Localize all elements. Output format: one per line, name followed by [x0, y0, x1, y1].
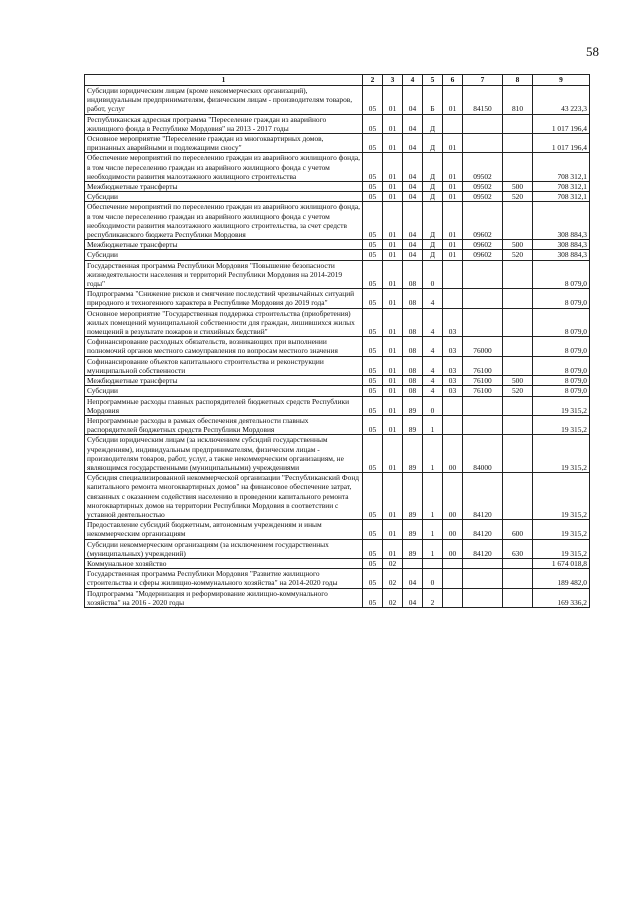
- code-section: 05: [363, 539, 383, 558]
- row-amount: 308 884,3: [533, 250, 590, 260]
- code-program: 89: [403, 415, 423, 434]
- code-section: 05: [363, 386, 383, 396]
- row-amount: 708 312,1: [533, 153, 590, 182]
- code-main-activity: [443, 569, 463, 588]
- column-header: 5: [423, 75, 443, 86]
- row-amount: 43 223,3: [533, 86, 590, 115]
- code-section: 05: [363, 289, 383, 308]
- code-section: 05: [363, 240, 383, 250]
- code-direction: [463, 588, 503, 607]
- row-description: Республиканская адресная программа "Переселение граждан из аварийного жилищного фонда в Республике Мордовия" на 2013 - 2017 годы: [85, 114, 363, 133]
- code-direction: [463, 558, 503, 568]
- code-expense-type: 630: [503, 539, 533, 558]
- code-subsection: 01: [383, 289, 403, 308]
- code-section: 05: [363, 182, 383, 192]
- code-direction: 76100: [463, 376, 503, 386]
- code-section: 05: [363, 435, 383, 473]
- code-direction: [463, 260, 503, 289]
- code-expense-type: [503, 415, 533, 434]
- row-description: Субсидия специализированной некоммерческой организации "Республиканский Фонд капитального ремонта многоквартирных домов" на финансовое обеспечение затрат, связанных с оказанием содействия населению в проведении капитального ремонта многоквартирных домов на территории Республики Мордовия в соответствии с уставной деятельностью: [85, 473, 363, 520]
- code-main-activity: 01: [443, 182, 463, 192]
- code-subprogram: [423, 558, 443, 568]
- row-amount: 19 315,2: [533, 520, 590, 539]
- code-subprogram: 4: [423, 386, 443, 396]
- row-amount: 708 312,1: [533, 192, 590, 202]
- code-main-activity: 00: [443, 539, 463, 558]
- row-description: Межбюджетные трансферты: [85, 376, 363, 386]
- code-section: 05: [363, 376, 383, 386]
- code-subprogram: Д: [423, 192, 443, 202]
- code-subprogram: 1: [423, 473, 443, 520]
- code-subprogram: 1: [423, 539, 443, 558]
- code-expense-type: [503, 134, 533, 153]
- row-description: Софинансирование расходных обязательств, возникающих при выполнении полномочий органов местного самоуправления по вопросам местного значения: [85, 337, 363, 356]
- code-program: 04: [403, 250, 423, 260]
- code-expense-type: [503, 153, 533, 182]
- code-section: 05: [363, 588, 383, 607]
- code-section: 05: [363, 520, 383, 539]
- table-header-row: [85, 75, 590, 86]
- code-subsection: 01: [383, 192, 403, 202]
- code-subsection: 01: [383, 473, 403, 520]
- row-description: Субсидии юридическим лицам (кроме некоммерческих организаций), индивидуальным предпринимателям, физическим лицам - производителям товаров, работ, услуг: [85, 86, 363, 115]
- code-main-activity: [443, 558, 463, 568]
- column-header: 2: [363, 75, 383, 86]
- row-amount: 8 079,0: [533, 308, 590, 337]
- table-row: [85, 588, 590, 607]
- code-main-activity: [443, 415, 463, 434]
- code-expense-type: [503, 114, 533, 133]
- code-program: 04: [403, 134, 423, 153]
- code-direction: 09602: [463, 250, 503, 260]
- table-row: [85, 396, 590, 415]
- row-description: Подпрограмма "Снижение рисков и смягчение последствий чрезвычайных ситуаций природного и техногенного характера в Республике Мордовия до 2019 года": [85, 289, 363, 308]
- code-expense-type: 500: [503, 376, 533, 386]
- code-direction: 09502: [463, 182, 503, 192]
- code-direction: 76100: [463, 356, 503, 375]
- code-expense-type: 520: [503, 250, 533, 260]
- code-direction: 09602: [463, 240, 503, 250]
- code-section: 05: [363, 134, 383, 153]
- code-subprogram: 0: [423, 569, 443, 588]
- code-expense-type: 520: [503, 192, 533, 202]
- column-header: 6: [443, 75, 463, 86]
- code-subsection: 01: [383, 435, 403, 473]
- code-program: 08: [403, 356, 423, 375]
- code-section: 05: [363, 192, 383, 202]
- code-program: 04: [403, 114, 423, 133]
- code-section: 05: [363, 356, 383, 375]
- row-description: Субсидии: [85, 386, 363, 396]
- row-description: Подпрограмма "Модернизация и реформирование жилищно-коммунального хозяйства" на 2016 - 2020 годы: [85, 588, 363, 607]
- table-row: [85, 569, 590, 588]
- table-row: [85, 386, 590, 396]
- code-subsection: 01: [383, 250, 403, 260]
- code-direction: [463, 396, 503, 415]
- code-expense-type: [503, 356, 533, 375]
- code-subsection: 01: [383, 240, 403, 250]
- code-section: 05: [363, 569, 383, 588]
- code-subsection: 02: [383, 558, 403, 568]
- code-direction: 84150: [463, 86, 503, 115]
- code-program: 04: [403, 86, 423, 115]
- code-main-activity: 03: [443, 386, 463, 396]
- column-header: 7: [463, 75, 503, 86]
- code-program: 04: [403, 202, 423, 240]
- code-direction: 84000: [463, 435, 503, 473]
- code-subsection: 02: [383, 569, 403, 588]
- code-program: 89: [403, 539, 423, 558]
- code-section: 05: [363, 337, 383, 356]
- table-row: [85, 202, 590, 240]
- table-row: [85, 337, 590, 356]
- code-subsection: 01: [383, 182, 403, 192]
- code-expense-type: 600: [503, 520, 533, 539]
- code-subsection: 01: [383, 153, 403, 182]
- code-main-activity: [443, 114, 463, 133]
- code-section: 05: [363, 153, 383, 182]
- code-subsection: 01: [383, 356, 403, 375]
- code-subprogram: Б: [423, 86, 443, 115]
- row-description: Субсидии: [85, 192, 363, 202]
- code-subsection: 01: [383, 376, 403, 386]
- code-main-activity: 01: [443, 240, 463, 250]
- table-row: [85, 86, 590, 115]
- row-description: Непрограммные расходы в рамках обеспечения деятельности главных распорядителей бюджетных средств Республики Мордовия: [85, 415, 363, 434]
- code-direction: 84120: [463, 473, 503, 520]
- code-main-activity: 03: [443, 356, 463, 375]
- code-main-activity: 00: [443, 473, 463, 520]
- code-expense-type: [503, 337, 533, 356]
- code-direction: 09502: [463, 153, 503, 182]
- column-header: 8: [503, 75, 533, 86]
- row-description: Субсидии некоммерческим организациям (за исключением государственных (муниципальных) учреждений): [85, 539, 363, 558]
- code-direction: [463, 308, 503, 337]
- row-description: Основное мероприятие "Государственная поддержка строительства (приобретения) жилых помещений муниципальной собственности для граждан, лишившихся жилых помещений в результате пожаров и стихийных бедствий": [85, 308, 363, 337]
- code-subprogram: Д: [423, 240, 443, 250]
- code-main-activity: 03: [443, 337, 463, 356]
- code-main-activity: 01: [443, 192, 463, 202]
- code-expense-type: [503, 396, 533, 415]
- table-row: [85, 182, 590, 192]
- table-row: [85, 153, 590, 182]
- code-expense-type: [503, 202, 533, 240]
- column-header: 4: [403, 75, 423, 86]
- code-expense-type: [503, 435, 533, 473]
- code-expense-type: 520: [503, 386, 533, 396]
- code-expense-type: [503, 289, 533, 308]
- code-expense-type: 500: [503, 182, 533, 192]
- row-amount: 8 079,0: [533, 289, 590, 308]
- row-amount: 308 884,3: [533, 202, 590, 240]
- code-subprogram: Д: [423, 182, 443, 192]
- table-row: [85, 435, 590, 473]
- code-subsection: 01: [383, 415, 403, 434]
- row-amount: 8 079,0: [533, 376, 590, 386]
- code-subsection: 01: [383, 114, 403, 133]
- code-program: 04: [403, 588, 423, 607]
- code-direction: 84120: [463, 520, 503, 539]
- code-subsection: 02: [383, 588, 403, 607]
- row-description: Государственная программа Республики Мордовия "Повышение безопасности жизнедеятельности населения и территорий Республики Мордовия на 2014-2019 годы": [85, 260, 363, 289]
- row-amount: 8 079,0: [533, 356, 590, 375]
- table-body: [85, 86, 590, 608]
- row-amount: 1 017 196,4: [533, 114, 590, 133]
- code-section: 05: [363, 260, 383, 289]
- row-amount: 19 315,2: [533, 396, 590, 415]
- code-program: 08: [403, 308, 423, 337]
- table-row: [85, 114, 590, 133]
- code-subprogram: 4: [423, 356, 443, 375]
- code-expense-type: [503, 260, 533, 289]
- code-main-activity: 01: [443, 250, 463, 260]
- code-program: 89: [403, 396, 423, 415]
- table-row: [85, 558, 590, 568]
- code-main-activity: 03: [443, 308, 463, 337]
- code-subprogram: 1: [423, 435, 443, 473]
- row-description: Субсидии юридическим лицам (за исключением субсидий государственным учреждениям), индивидуальным предпринимателям, физическим лицам - производителям товаров, работ, услуг, а также некоммерческим организациям, не являющимся государственными (муниципальными) учреждениями: [85, 435, 363, 473]
- code-section: 05: [363, 114, 383, 133]
- code-expense-type: 810: [503, 86, 533, 115]
- row-amount: 8 079,0: [533, 260, 590, 289]
- code-main-activity: [443, 588, 463, 607]
- table-row: [85, 308, 590, 337]
- code-subprogram: Д: [423, 202, 443, 240]
- code-direction: [463, 415, 503, 434]
- code-main-activity: 01: [443, 202, 463, 240]
- code-subprogram: 4: [423, 308, 443, 337]
- code-subprogram: Д: [423, 250, 443, 260]
- code-main-activity: 03: [443, 376, 463, 386]
- code-program: 89: [403, 473, 423, 520]
- table-row: [85, 260, 590, 289]
- table-row: [85, 473, 590, 520]
- code-subsection: 01: [383, 308, 403, 337]
- code-program: 89: [403, 435, 423, 473]
- row-amount: 19 315,2: [533, 435, 590, 473]
- column-header: 9: [533, 75, 590, 86]
- code-program: 08: [403, 376, 423, 386]
- row-amount: 708 312,1: [533, 182, 590, 192]
- code-section: 05: [363, 202, 383, 240]
- code-section: 05: [363, 473, 383, 520]
- table-row: [85, 539, 590, 558]
- code-program: 08: [403, 289, 423, 308]
- code-program: 89: [403, 520, 423, 539]
- table-row: [85, 520, 590, 539]
- code-main-activity: [443, 396, 463, 415]
- row-description: Межбюджетные трансферты: [85, 182, 363, 192]
- code-subsection: 01: [383, 337, 403, 356]
- code-section: 05: [363, 415, 383, 434]
- code-direction: 09502: [463, 192, 503, 202]
- row-description: Предоставление субсидий бюджетным, автономным учреждениям и иным некоммерческим организациям: [85, 520, 363, 539]
- row-amount: 19 315,2: [533, 539, 590, 558]
- code-subsection: 01: [383, 520, 403, 539]
- row-amount: 189 482,0: [533, 569, 590, 588]
- table-row: [85, 356, 590, 375]
- table-row: [85, 250, 590, 260]
- row-description: Межбюджетные трансферты: [85, 240, 363, 250]
- code-section: 05: [363, 396, 383, 415]
- row-description: Субсидии: [85, 250, 363, 260]
- code-subprogram: 0: [423, 260, 443, 289]
- code-section: 05: [363, 250, 383, 260]
- row-description: Непрограммные расходы главных распорядителей бюджетных средств Республики Мордовия: [85, 396, 363, 415]
- table-row: [85, 415, 590, 434]
- code-direction: 76100: [463, 386, 503, 396]
- row-amount: 8 079,0: [533, 386, 590, 396]
- table-row: [85, 240, 590, 250]
- code-program: 08: [403, 386, 423, 396]
- row-amount: 169 336,2: [533, 588, 590, 607]
- code-program: 08: [403, 337, 423, 356]
- row-amount: 19 315,2: [533, 415, 590, 434]
- code-program: [403, 558, 423, 568]
- row-amount: 1 674 018,8: [533, 558, 590, 568]
- code-direction: 09602: [463, 202, 503, 240]
- code-subprogram: 1: [423, 520, 443, 539]
- table-row: [85, 192, 590, 202]
- code-direction: [463, 289, 503, 308]
- code-subprogram: 4: [423, 289, 443, 308]
- code-section: 05: [363, 86, 383, 115]
- table-row: [85, 134, 590, 153]
- row-amount: 8 079,0: [533, 337, 590, 356]
- table-row: [85, 289, 590, 308]
- code-direction: [463, 569, 503, 588]
- code-program: 04: [403, 153, 423, 182]
- code-subprogram: 4: [423, 337, 443, 356]
- code-program: 04: [403, 240, 423, 250]
- code-subsection: 01: [383, 539, 403, 558]
- code-subprogram: 1: [423, 415, 443, 434]
- code-subsection: 01: [383, 260, 403, 289]
- column-header: 1: [85, 75, 363, 86]
- code-subsection: 01: [383, 86, 403, 115]
- code-subsection: 01: [383, 134, 403, 153]
- row-description: Коммунальное хозяйство: [85, 558, 363, 568]
- code-section: 05: [363, 308, 383, 337]
- code-expense-type: [503, 558, 533, 568]
- code-main-activity: 01: [443, 86, 463, 115]
- code-expense-type: [503, 308, 533, 337]
- code-subprogram: Д: [423, 134, 443, 153]
- code-program: 04: [403, 192, 423, 202]
- row-description: Софинансирование объектов капитального строительства и реконструкции муниципальной собственности: [85, 356, 363, 375]
- budget-table: [84, 74, 590, 608]
- row-amount: 308 884,3: [533, 240, 590, 250]
- page-number: 58: [586, 44, 599, 59]
- code-program: 04: [403, 182, 423, 192]
- code-main-activity: 01: [443, 134, 463, 153]
- code-main-activity: [443, 289, 463, 308]
- code-program: 08: [403, 260, 423, 289]
- code-expense-type: [503, 473, 533, 520]
- code-main-activity: [443, 260, 463, 289]
- code-expense-type: [503, 588, 533, 607]
- row-description: Обеспечение мероприятий по переселению граждан из аварийного жилищного фонда, в том числе переселению граждан из аварийного жилищного фонда с учетом необходимости развития малоэтажного жилищного строительства, за счет средств республиканского бюджета Республики Мордовия: [85, 202, 363, 240]
- code-subsection: 01: [383, 202, 403, 240]
- row-description: Основное мероприятие "Переселение граждан из многоквартирных домов, признанных аварийными и подлежащими сносу": [85, 134, 363, 153]
- code-subsection: 01: [383, 386, 403, 396]
- row-description: Обеспечение мероприятий по переселению граждан из аварийного жилищного фонда, в том числе переселению граждан из аварийного жилищного фонда с учетом необходимости развития малоэтажного жилищного строительства: [85, 153, 363, 182]
- code-subprogram: 0: [423, 396, 443, 415]
- code-subprogram: 2: [423, 588, 443, 607]
- code-subprogram: 4: [423, 376, 443, 386]
- code-main-activity: 01: [443, 153, 463, 182]
- row-amount: 19 315,2: [533, 473, 590, 520]
- table-row: [85, 376, 590, 386]
- code-direction: 76000: [463, 337, 503, 356]
- code-subprogram: Д: [423, 153, 443, 182]
- code-section: 05: [363, 558, 383, 568]
- code-program: 04: [403, 569, 423, 588]
- column-header: 3: [383, 75, 403, 86]
- code-subsection: 01: [383, 396, 403, 415]
- code-direction: [463, 114, 503, 133]
- code-direction: 84120: [463, 539, 503, 558]
- code-expense-type: 500: [503, 240, 533, 250]
- row-amount: 1 017 196,4: [533, 134, 590, 153]
- code-main-activity: 00: [443, 435, 463, 473]
- code-main-activity: 00: [443, 520, 463, 539]
- row-description: Государственная программа Республики Мордовия "Развитие жилищного строительства и сферы жилищно-коммунального хозяйства" на 2014-2020 годы: [85, 569, 363, 588]
- code-expense-type: [503, 569, 533, 588]
- code-direction: [463, 134, 503, 153]
- code-subprogram: Д: [423, 114, 443, 133]
